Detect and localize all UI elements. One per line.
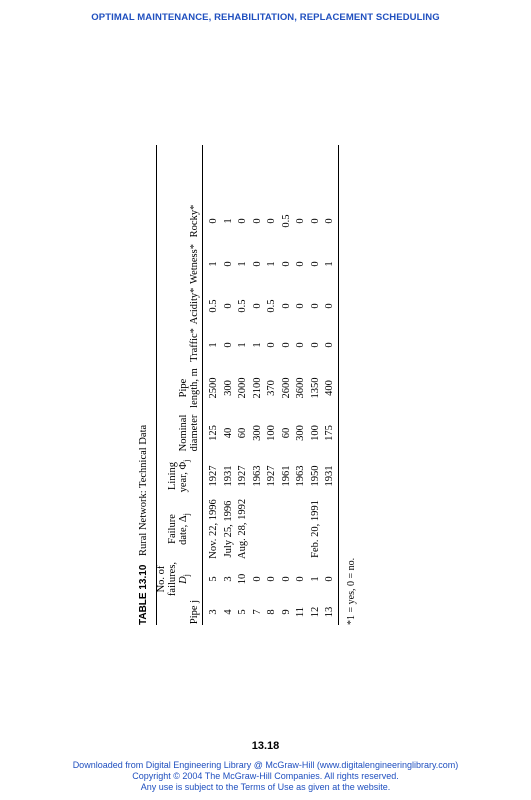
technical-data-table: [138, 145, 368, 625]
cell-pipe: 3: [208, 609, 219, 615]
cell-acidity: 0: [280, 303, 292, 309]
cell-wetness: 0: [251, 261, 263, 267]
cell-diameter: 60: [280, 427, 292, 439]
header-acidity: Acidity*: [189, 287, 200, 325]
cell-traffic: 0: [324, 342, 335, 348]
cell-length: 2000: [237, 377, 248, 399]
cell-lining-year: 1950: [309, 465, 321, 487]
cell-acidity: 0: [309, 303, 321, 309]
cell-acidity: 0: [222, 303, 234, 309]
cell-wetness: 1: [208, 261, 219, 267]
cell-wetness: 1: [266, 261, 277, 267]
cell-wetness: 0: [295, 261, 306, 267]
cell-failure-date: Nov. 22, 1996: [208, 499, 219, 559]
cell-rocky: 0: [324, 218, 335, 224]
cell-traffic: 0: [309, 342, 321, 348]
cell-diameter: 100: [266, 425, 277, 441]
table-title: Rural Network: Technical Data: [138, 424, 149, 556]
cell-lining-year: 1927: [208, 465, 219, 487]
cell-acidity: 0: [324, 303, 335, 309]
cell-diameter: 300: [251, 425, 263, 441]
cell-length: 1350: [309, 377, 321, 399]
cell-failure-date: Aug. 28, 1992: [237, 498, 248, 559]
cell-lining-year: 1931: [222, 465, 234, 487]
cell-rocky: 0: [295, 218, 306, 224]
cell-lining-year: 1963: [295, 465, 306, 487]
table-top-rule: [156, 145, 157, 625]
cell-acidity: 0: [295, 303, 306, 309]
cell-failures: 1: [309, 576, 321, 582]
header-diameter: Nominal diameter: [178, 414, 200, 452]
cell-length: 300: [222, 380, 234, 396]
cell-lining-year: 1927: [237, 465, 248, 487]
cell-wetness: 0: [222, 261, 234, 267]
cell-wetness: 1: [237, 261, 248, 267]
header-lining-year: Lining year, $\Phi_j$: [167, 459, 192, 493]
cell-length: 400: [324, 380, 335, 396]
header-failures: No. of failures, $D_j$: [156, 561, 192, 597]
cell-length: 2100: [251, 377, 263, 399]
cell-pipe: 8: [266, 609, 277, 615]
cell-traffic: 1: [237, 342, 248, 348]
cell-length: 2500: [208, 377, 219, 399]
table-footnote: *1 = yes, 0 = no.: [346, 557, 357, 625]
footer[interactable]: [0, 760, 531, 793]
cell-traffic: 0: [280, 342, 292, 348]
cell-acidity: 0.5: [266, 299, 277, 313]
cell-traffic: 0: [222, 342, 234, 348]
cell-rocky: 0: [251, 218, 263, 224]
cell-failures: 0: [295, 576, 306, 582]
cell-pipe: 7: [251, 609, 263, 615]
cell-failure-date: July 25, 1996: [222, 500, 234, 558]
cell-diameter: 175: [324, 425, 335, 441]
cell-traffic: 0: [266, 342, 277, 348]
cell-traffic: 1: [208, 342, 219, 348]
cell-lining-year: 1927: [266, 465, 277, 487]
cell-pipe: 11: [295, 606, 306, 618]
table-bottom-rule: [338, 145, 339, 625]
cell-lining-year: 1963: [251, 465, 263, 487]
table-header-rule: [202, 145, 203, 625]
footer-copyright-line: Copyright © 2004 The McGraw-Hill Companies. All rights reserved.: [132, 771, 399, 781]
cell-wetness: 1: [324, 261, 335, 267]
header-wetness: Wetness*: [189, 244, 200, 284]
table-caption: [138, 425, 149, 625]
cell-lining-year: 1961: [280, 465, 292, 487]
cell-failures: 10: [237, 573, 248, 585]
cell-wetness: 0: [280, 261, 292, 267]
page-number: 13.18: [251, 740, 280, 752]
cell-diameter: 60: [237, 427, 248, 439]
cell-rocky: 0: [237, 218, 248, 224]
cell-failures: 0: [251, 576, 263, 582]
cell-rocky: 0: [309, 218, 321, 224]
header-pipe: Pipe j: [189, 599, 200, 625]
cell-acidity: 0: [251, 303, 263, 309]
header-length: Pipe length, m: [178, 368, 200, 408]
cell-failures: 0: [266, 576, 277, 582]
cell-wetness: 0: [309, 261, 321, 267]
cell-acidity: 0.5: [237, 299, 248, 313]
cell-rocky: 0: [266, 218, 277, 224]
running-head: OPTIMAL MAINTENANCE, REHABILITATION, REPLACEMENT SCHEDULING: [91, 12, 440, 23]
cell-traffic: 1: [251, 342, 263, 348]
cell-lining-year: 1931: [324, 465, 335, 487]
cell-diameter: 100: [309, 425, 321, 441]
cell-failures: 5: [208, 576, 219, 582]
cell-failures: 0: [324, 576, 335, 582]
cell-length: 2600: [280, 377, 292, 399]
cell-pipe: 13: [324, 606, 335, 618]
cell-diameter: 125: [208, 425, 219, 441]
header-traffic: Traffic*: [189, 328, 200, 362]
header-rocky: Rocky*: [189, 204, 200, 238]
cell-failures: 0: [280, 576, 292, 582]
cell-acidity: 0.5: [208, 299, 219, 313]
cell-pipe: 4: [222, 609, 234, 615]
cell-pipe: 12: [309, 606, 321, 618]
footer-download-line[interactable]: Downloaded from Digital Engineering Library @ McGraw-Hill (www.digitalengineeringlibrary.com): [72, 760, 459, 770]
footer-terms-line: Any use is subject to the Terms of Use as given at the website.: [140, 782, 391, 792]
cell-failures: 3: [222, 576, 234, 582]
cell-diameter: 40: [222, 427, 234, 439]
cell-failure-date: Feb. 20, 1991: [309, 500, 321, 558]
cell-pipe: 9: [280, 609, 292, 615]
cell-rocky: 1: [222, 218, 234, 224]
cell-pipe: 5: [237, 609, 248, 615]
cell-length: 3600: [295, 377, 306, 399]
cell-diameter: 300: [295, 425, 306, 441]
cell-traffic: 0: [295, 342, 306, 348]
cell-rocky: 0.5: [280, 214, 292, 228]
header-failure-date: Failure date, $\Delta_j$: [167, 513, 192, 545]
table-number: TABLE 13.10: [138, 564, 149, 625]
cell-length: 370: [266, 380, 277, 396]
cell-rocky: 0: [208, 218, 219, 224]
